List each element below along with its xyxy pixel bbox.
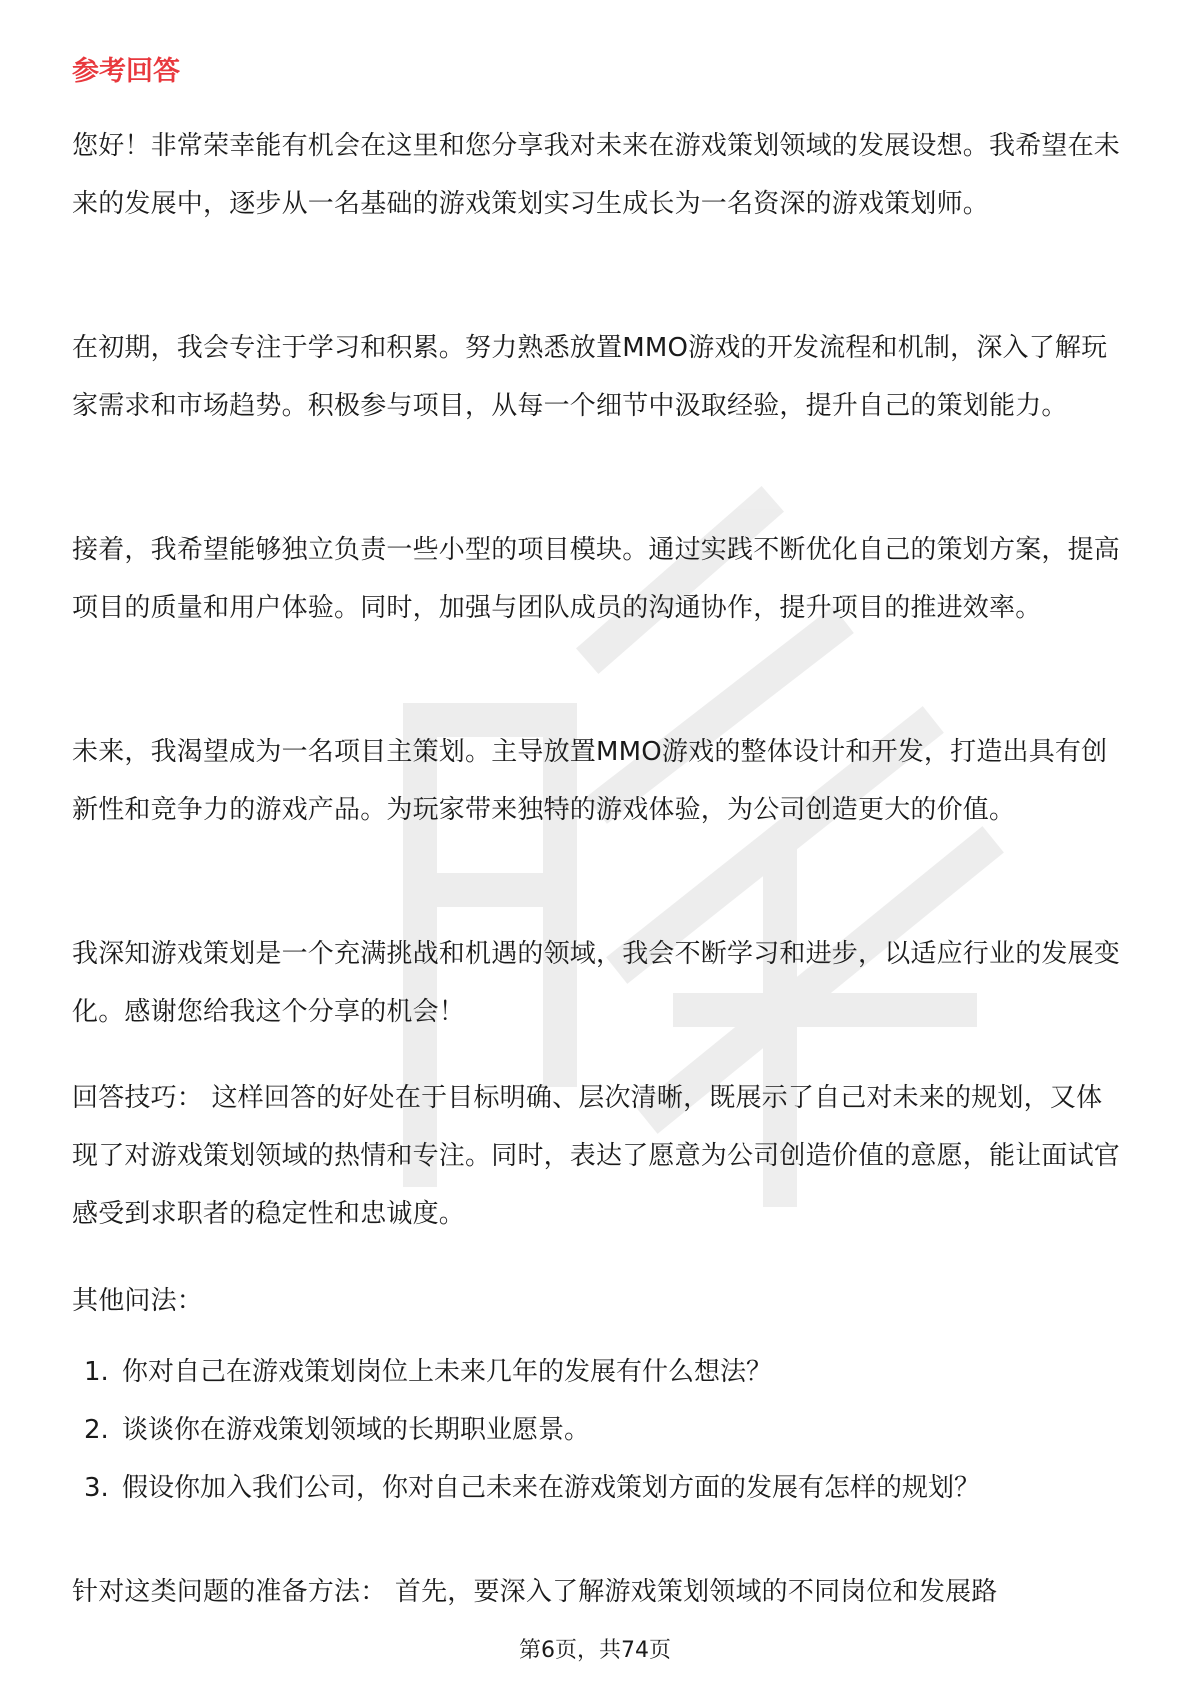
list-item-text: 你对自己在游戏策划岗位上未来几年的发展有什么想法？ [122,1357,773,1387]
next-stage-paragraph: 接着，我希望能够独立负责一些小型的项目模块。通过实践不断优化自己的策划方案，提高项目的质量和用户体验。同时，加强与团队成员的沟通协作，提升项目的推进效率。 [72,535,1121,623]
page-number-footer: 第6页，共74页 [519,1638,671,1663]
future-stage-paragraph: 未来，我渴望成为一名项目主策划。主导放置MMO游戏的整体设计和开发，打造出具有创新性和竞争力的游戏产品。为玩家带来独特的游戏体验，为公司创造更大的价值。 [72,737,1108,825]
closing-paragraph: 我深知游戏策划是一个充满挑战和机遇的领域，我会不断学习和进步，以适应行业的发展变化。感谢您给我这个分享的机会！ [72,939,1121,1027]
list-item [84,1343,1124,1401]
list-item [84,1401,1124,1459]
alt-questions-list [84,1343,1124,1517]
list-item-number: 1. [84,1357,109,1387]
list-item-text: 假设你加入我们公司，你对自己未来在游戏策划方面的发展有怎样的规划？ [122,1473,981,1503]
intro-paragraph: 您好！非常荣幸能有机会在这里和您分享我对未来在游戏策划领域的发展设想。我希望在未来的发展中，逐步从一名基础的游戏策划实习生成长为一名资深的游戏策划师。 [72,131,1121,219]
list-item-text: 谈谈你在游戏策划领域的长期职业愿景。 [122,1415,591,1445]
section-title: 参考回答 [72,56,180,87]
list-item [84,1459,1124,1517]
other-questions-heading: 其他问法： [72,1286,204,1316]
preparation-paragraph: 针对这类问题的准备方法： 首先，要深入了解游戏策划领域的不同岗位和发展路 [72,1577,998,1607]
answer-tips-paragraph: 回答技巧： 这样回答的好处在于目标明确、层次清晰，既展示了自己对未来的规划，又体现了对游戏策划领域的热情和专注。同时，表达了愿意为公司创造价值的意愿，能让面试官感受到求职者的稳定性和忠诚度。 [72,1083,1121,1229]
list-item-number: 2. [84,1415,109,1445]
list-item-number: 3. [84,1473,109,1503]
initial-stage-paragraph: 在初期，我会专注于学习和积累。努力熟悉放置MMO游戏的开发流程和机制，深入了解玩家需求和市场趋势。积极参与项目，从每一个细节中汲取经验，提升自己的策划能力。 [72,333,1108,421]
